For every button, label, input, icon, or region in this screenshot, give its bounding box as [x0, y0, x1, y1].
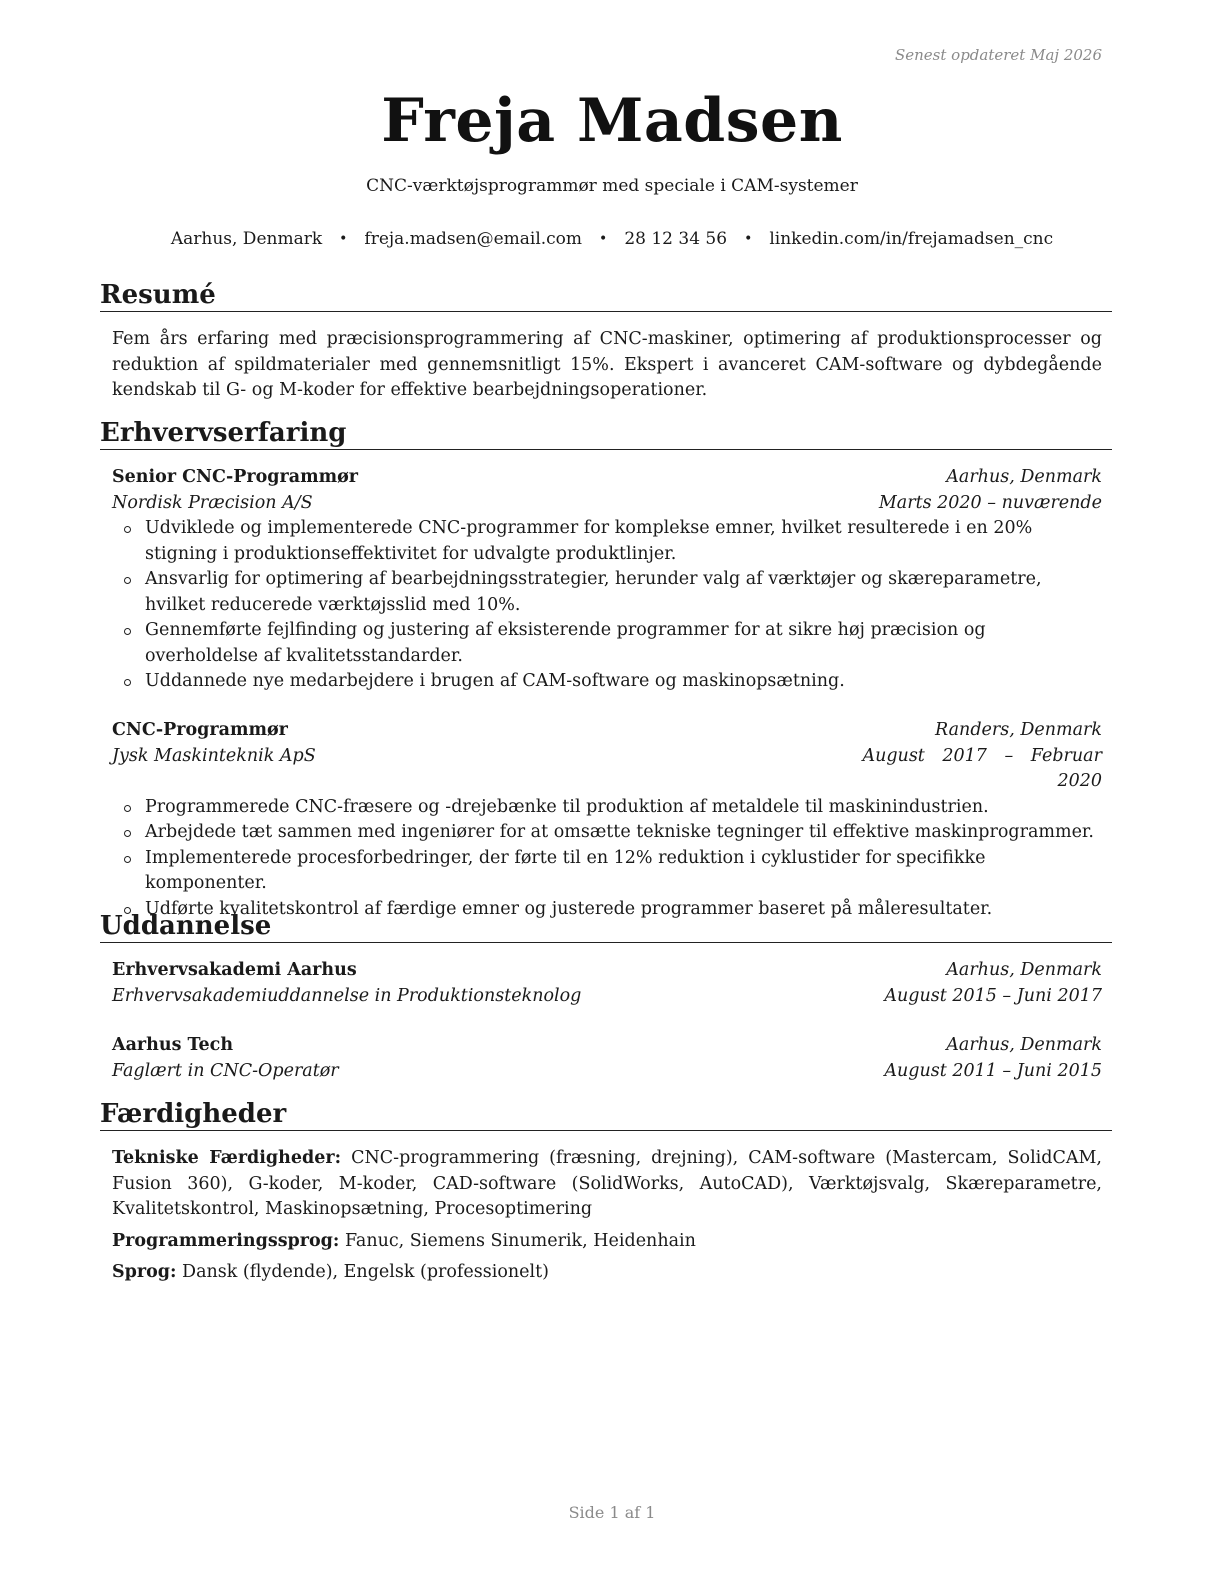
- bullet-separator: •: [599, 231, 608, 247]
- job-bullets: [112, 795, 1102, 923]
- contact-line: [0, 229, 1224, 249]
- skills-languages: [112, 1260, 1102, 1286]
- contact-location: Aarhus, Denmark: [170, 229, 323, 249]
- job-entry: [112, 465, 1102, 695]
- education-entry: [112, 1033, 1102, 1084]
- job-location: Aarhus, Denmark: [946, 467, 1102, 487]
- skills-programming-text: Fanuc, Siemens Sinumerik, Heidenhain: [344, 1230, 696, 1251]
- education-location: Aarhus, Denmark: [946, 1035, 1102, 1055]
- contact-linkedin[interactable]: linkedin.com/in/frejamadsen_cnc: [769, 229, 1054, 249]
- candidate-name: Freja Madsen: [381, 86, 843, 156]
- list-item: Arbejdede tæt sammen med ingeniører for at omsætte tekniske tegninger til effektive maskinprogrammer.: [112, 820, 1102, 846]
- education-location: Aarhus, Denmark: [946, 960, 1102, 980]
- list-item: Implementerede procesforbedringer, der førte til en 12% reduktion i cyklustider for specifikke komponenter.: [112, 846, 1102, 897]
- skills-technical: [112, 1146, 1102, 1223]
- skills-technical-text: CNC-programmering (fræsning, drejning), CAM-software (Mastercam, SolidCAM, Fusion 360), G-koder, M-koder, CAD-software (SolidWorks, AutoCAD), Værktøjsvalg, Skæreparametre, Kvalitetskontrol, Maskinopsætning, Procesoptimering: [112, 1148, 1102, 1219]
- education-entry: [112, 958, 1102, 1009]
- summary-text: Fem års erfaring med præcisionsprogrammering af CNC-maskiner, optimering af produktionsprocesser og reduktion af spildmaterialer med gennemsnitligt 15%. Ekspert i avanceret CAM-software og dybdegående kendskab til G- og M-koder for effektive bearbejdningsoperationer.: [112, 329, 1102, 400]
- job-role: CNC-Programmør: [112, 720, 288, 740]
- skills-languages-text: Dansk (flydende), Engelsk (professionelt): [182, 1262, 549, 1282]
- education-dates: August 2015 – Juni 2017: [884, 985, 1102, 1006]
- section-title-experience: Erhvervserfaring: [100, 418, 1112, 450]
- list-item: Gennemførte fejlfinding og justering af eksisterende programmer for at sikre høj præcision og overholdelse af kvalitetsstandarder.: [112, 618, 1102, 669]
- last-updated: Senest opdateret Maj 2026: [894, 46, 1102, 64]
- education-degree: Faglært in CNC-Operatør: [112, 1060, 339, 1081]
- list-item: Udførte kvalitetskontrol af færdige emner og justerede programmer baseret på måleresultater.: [112, 897, 1102, 923]
- job-location: Randers, Denmark: [935, 720, 1102, 740]
- job-role: Senior CNC-Programmør: [112, 467, 359, 487]
- skills-languages-label: Sprog:: [112, 1262, 177, 1282]
- skills-programming: [112, 1229, 1102, 1255]
- list-item: Udviklede og implementerede CNC-programmer for komplekse emner, hvilket resulterede i en 20% stigning i produktionseffektivitet for udvalgte produktlinjer.: [112, 516, 1102, 567]
- bullet-separator: •: [744, 231, 753, 247]
- contact-phone[interactable]: 28 12 34 56: [624, 229, 728, 249]
- education-dates: August 2011 – Juni 2015: [884, 1060, 1102, 1081]
- section-title-skills: Færdigheder: [100, 1099, 1112, 1131]
- list-item: Ansvarlig for optimering af bearbejdningsstrategier, herunder valg af værktøjer og skæreparametre, hvilket reducerede værktøjsslid med 10%.: [112, 567, 1102, 618]
- contact-email[interactable]: freja.madsen@email.com: [364, 229, 583, 249]
- education-degree: Erhvervsakademiuddannelse in Produktionsteknolog: [112, 985, 582, 1006]
- job-dates: Marts 2020 – nuværende: [878, 492, 1102, 513]
- page-number: Side 1 af 1: [568, 1503, 656, 1522]
- job-company: Jysk Maskinteknik ApS: [112, 745, 316, 766]
- skills-block: [112, 1146, 1102, 1292]
- list-item: Uddannede nye medarbejdere i brugen af CAM-software og maskinopsætning.: [112, 669, 1102, 695]
- skills-programming-label: Programmeringssprog:: [112, 1230, 340, 1251]
- list-item: Programmerede CNC-fræsere og -drejebænke til produktion af metaldele til maskinindustrien.: [112, 795, 1102, 821]
- education-school: Aarhus Tech: [112, 1035, 234, 1055]
- skills-technical-label: Tekniske Færdigheder:: [112, 1148, 342, 1168]
- job-company: Nordisk Præcision A/S: [112, 492, 313, 513]
- section-title-education: Uddannelse: [100, 911, 1112, 943]
- job-dates: August 2017 – Februar: [862, 745, 1102, 766]
- tagline: CNC-værktøjsprogrammør med speciale i CAM-systemer: [366, 176, 858, 196]
- job-entry: [112, 718, 1102, 922]
- bullet-separator: •: [339, 231, 348, 247]
- section-title-summary: Resumé: [100, 280, 1112, 312]
- job-bullets: [112, 516, 1102, 695]
- education-school: Erhvervsakademi Aarhus: [112, 960, 357, 980]
- job-dates-continued: 2020: [1057, 771, 1102, 791]
